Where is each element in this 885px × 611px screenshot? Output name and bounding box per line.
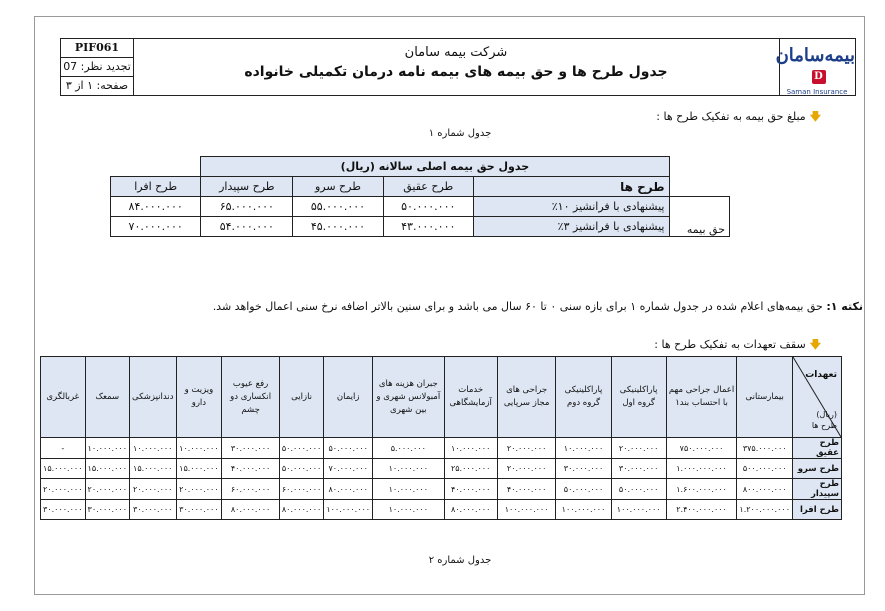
coverage-value: ۳۰.۰۰۰.۰۰۰	[611, 459, 666, 479]
coverage-value: ۵.۰۰۰.۰۰۰	[373, 438, 444, 459]
company-name: شرکت بیمه سامان	[404, 45, 508, 60]
doc-page: صفحه: ۱ از ۳	[65, 79, 129, 92]
section1-heading: 🡇مبلغ حق بیمه به تفکیک طرح ها :	[656, 110, 821, 123]
coverage-column-header: رفع عیوب انکساری دو چشم	[222, 357, 280, 438]
coverage-column-header: پاراکلینیکی گروه دوم	[556, 357, 611, 438]
coverage-value: ۳۰.۰۰۰.۰۰۰	[222, 438, 280, 459]
coverage-value: ۵۰.۰۰۰.۰۰۰	[279, 438, 323, 459]
premium-value: ۸۴.۰۰۰.۰۰۰	[111, 197, 201, 217]
plan-header: طرح سرو	[293, 177, 383, 197]
coverage-table	[40, 356, 842, 520]
coverage-value: ۵۰.۰۰۰.۰۰۰	[279, 459, 323, 479]
coverage-value: ۲۰.۰۰۰.۰۰۰	[130, 479, 177, 500]
coverage-value: ۱۰۰.۰۰۰.۰۰۰	[556, 500, 611, 520]
premium-value: ۵۴.۰۰۰.۰۰۰	[201, 217, 293, 237]
coverage-value: ۸۰.۰۰۰.۰۰۰	[324, 479, 373, 500]
coverage-column-header: خدمات آزمایشگاهی	[444, 357, 497, 438]
table-row	[41, 459, 842, 479]
coverage-value: ۶۰.۰۰۰.۰۰۰	[222, 479, 280, 500]
doc-meta	[61, 39, 134, 95]
logo-english: Saman Insurance	[786, 88, 848, 96]
coverage-value: ۲۰.۰۰۰.۰۰۰	[497, 438, 556, 459]
premium-value: ۵۰.۰۰۰.۰۰۰	[383, 197, 473, 217]
premium-value: ۵۵.۰۰۰.۰۰۰	[293, 197, 383, 217]
premium-value: ۴۳.۰۰۰.۰۰۰	[383, 217, 473, 237]
coverage-value: ۷۵۰.۰۰۰.۰۰۰	[666, 438, 737, 459]
coverage-value: ۲۰.۰۰۰.۰۰۰	[497, 459, 556, 479]
coverage-value: ۱۰۰.۰۰۰.۰۰۰	[611, 500, 666, 520]
coverage-value: ۲.۴۰۰.۰۰۰.۰۰۰	[666, 500, 737, 520]
premium-table	[110, 156, 730, 237]
doc-code: PIF061	[61, 39, 133, 58]
plan-name: طرح سپیدار	[793, 479, 842, 500]
coverage-value: ۱.۶۰۰.۰۰۰.۰۰۰	[666, 479, 737, 500]
coverage-value: ۳۰.۰۰۰.۰۰۰	[85, 500, 129, 520]
corner-cell	[793, 357, 842, 438]
coverage-value: ۴۰.۰۰۰.۰۰۰	[222, 459, 280, 479]
coverage-column-header: پاراکلینیکی گروه اول	[611, 357, 666, 438]
doc-revision: تجدید نظر: 07	[61, 58, 133, 77]
coverage-value: ۳۰.۰۰۰.۰۰۰	[41, 500, 86, 520]
coverage-value: ۱۰.۰۰۰.۰۰۰	[444, 438, 497, 459]
coverage-value: ۱۰۰.۰۰۰.۰۰۰	[497, 500, 556, 520]
table2-caption: جدول شماره ۲	[428, 555, 492, 566]
coverage-value: ۱۰۰.۰۰۰.۰۰۰	[324, 500, 373, 520]
table-row	[41, 500, 842, 520]
coverage-column-header: سمعک	[85, 357, 129, 438]
coverage-value: ۱۰.۰۰۰.۰۰۰	[373, 459, 444, 479]
coverage-column-header: بیمارستانی	[737, 357, 793, 438]
plan-name: طرح سرو	[793, 459, 842, 479]
coverage-value: ۱۰.۰۰۰.۰۰۰	[176, 438, 222, 459]
coverage-value: ۸۰.۰۰۰.۰۰۰	[222, 500, 280, 520]
coverage-value: ۸۰.۰۰۰.۰۰۰	[444, 500, 497, 520]
coverage-column-header: جبران هزینه های آمبولانس شهری و بین شهری	[373, 357, 444, 438]
doc-title: جدول طرح ها و حق بیمه های بیمه نامه درمان تکمیلی خانواده	[244, 64, 668, 80]
coverage-value: ۲۵.۰۰۰.۰۰۰	[444, 459, 497, 479]
note-text: حق بیمه‌های اعلام شده در جدول شماره ۱ برای بازه سنی ۰ تا ۶۰ سال می باشد و برای سنین بالاتر اضافه نرخ سنی اعمال خواهد شد.	[212, 300, 827, 313]
coverage-value: ۱۰.۰۰۰.۰۰۰	[85, 438, 129, 459]
coverage-value: ۲۰.۰۰۰.۰۰۰	[41, 479, 86, 500]
note-label: نکته ۱:	[826, 300, 863, 313]
plan-header: طرح عقیق	[383, 177, 473, 197]
table1-title: جدول حق بیمه اصلی سالانه (ریال)	[201, 157, 669, 177]
corner-unit: (ریال)	[816, 410, 837, 419]
premium-group-label: حق بیمه	[669, 197, 730, 237]
coverage-column-header: اعمال جراحی مهم با احتساب بند۱	[666, 357, 737, 438]
coverage-value: ۸۰.۰۰۰.۰۰۰	[279, 500, 323, 520]
arrow-down-icon: 🡇	[809, 110, 821, 123]
coverage-value: ۳۰.۰۰۰.۰۰۰	[130, 500, 177, 520]
coverage-value: ۴۰.۰۰۰.۰۰۰	[497, 479, 556, 500]
premium-row-label: پیشنهادی با فرانشیز ۳٪	[473, 217, 669, 237]
coverage-value: ۱۰.۰۰۰.۰۰۰	[373, 500, 444, 520]
coverage-value: ۷۰.۰۰۰.۰۰۰	[324, 459, 373, 479]
coverage-value: ۴۰.۰۰۰.۰۰۰	[444, 479, 497, 500]
coverage-value: ۵۰۰.۰۰۰.۰۰۰	[737, 459, 793, 479]
coverage-column-header: ویزیت و دارو	[176, 357, 222, 438]
table1-caption: جدول شماره ۱	[428, 128, 492, 139]
logo	[775, 39, 855, 96]
coverage-value: ۵۰.۰۰۰.۰۰۰	[324, 438, 373, 459]
premium-row-label: پیشنهادی با فرانشیز ۱۰٪	[473, 197, 669, 217]
coverage-value: ۱۵.۰۰۰.۰۰۰	[176, 459, 222, 479]
coverage-value: ۲۰.۰۰۰.۰۰۰	[611, 438, 666, 459]
coverage-value: ۱۵.۰۰۰.۰۰۰	[85, 459, 129, 479]
coverage-column-header: دندانپزشکی	[130, 357, 177, 438]
plan-name: طرح عقیق	[793, 438, 842, 459]
table-row	[41, 438, 842, 459]
coverage-value: ۶۰.۰۰۰.۰۰۰	[279, 479, 323, 500]
coverage-value: ۳۰.۰۰۰.۰۰۰	[176, 500, 222, 520]
coverage-column-header: زایمان	[324, 357, 373, 438]
coverage-value: ۵۰.۰۰۰.۰۰۰	[611, 479, 666, 500]
logo-text: بیمه‌سامان	[775, 45, 855, 66]
coverage-value: ۱۰.۰۰۰.۰۰۰	[556, 438, 611, 459]
coverage-value: ۱.۰۰۰.۰۰۰.۰۰۰	[666, 459, 737, 479]
coverage-value: ۱۵.۰۰۰.۰۰۰	[41, 459, 86, 479]
corner-rows-label: طرح ها	[811, 421, 837, 430]
premium-value: ۷۰.۰۰۰.۰۰۰	[111, 217, 201, 237]
coverage-value: -	[41, 438, 86, 459]
document-header	[60, 38, 856, 96]
coverage-column-header: جراحی های مجاز سرپایی	[497, 357, 556, 438]
coverage-value: ۱۰.۰۰۰.۰۰۰	[130, 438, 177, 459]
corner-top-label: تعهدات	[805, 370, 837, 380]
arrow-down-icon: 🡇	[809, 338, 821, 351]
coverage-value: ۵۰.۰۰۰.۰۰۰	[556, 479, 611, 500]
coverage-value: ۱.۲۰۰.۰۰۰.۰۰۰	[737, 500, 793, 520]
coverage-value: ۸۰۰.۰۰۰.۰۰۰	[737, 479, 793, 500]
plans-label: طرح ها	[473, 177, 669, 197]
note-1	[120, 300, 863, 313]
coverage-value: ۲۰.۰۰۰.۰۰۰	[176, 479, 222, 500]
premium-value: ۴۵.۰۰۰.۰۰۰	[293, 217, 383, 237]
plan-header: طرح افرا	[111, 177, 201, 197]
doc-title-cell	[133, 39, 780, 95]
premium-value: ۶۵.۰۰۰.۰۰۰	[201, 197, 293, 217]
coverage-value: ۲۰.۰۰۰.۰۰۰	[85, 479, 129, 500]
plan-header: طرح سپیدار	[201, 177, 293, 197]
section2-heading: 🡇سقف تعهدات به تفکیک طرح ها :	[654, 338, 821, 351]
coverage-column-header: نازایی	[279, 357, 323, 438]
plan-name: طرح افرا	[793, 500, 842, 520]
coverage-value: ۳۰.۰۰۰.۰۰۰	[556, 459, 611, 479]
table-row	[41, 479, 842, 500]
coverage-column-header: غربالگری	[41, 357, 86, 438]
coverage-value: ۱۰.۰۰۰.۰۰۰	[373, 479, 444, 500]
coverage-value: ۱۵.۰۰۰.۰۰۰	[130, 459, 177, 479]
logo-mark-icon: D	[812, 70, 826, 84]
coverage-value: ۳۷۵.۰۰۰.۰۰۰	[737, 438, 793, 459]
